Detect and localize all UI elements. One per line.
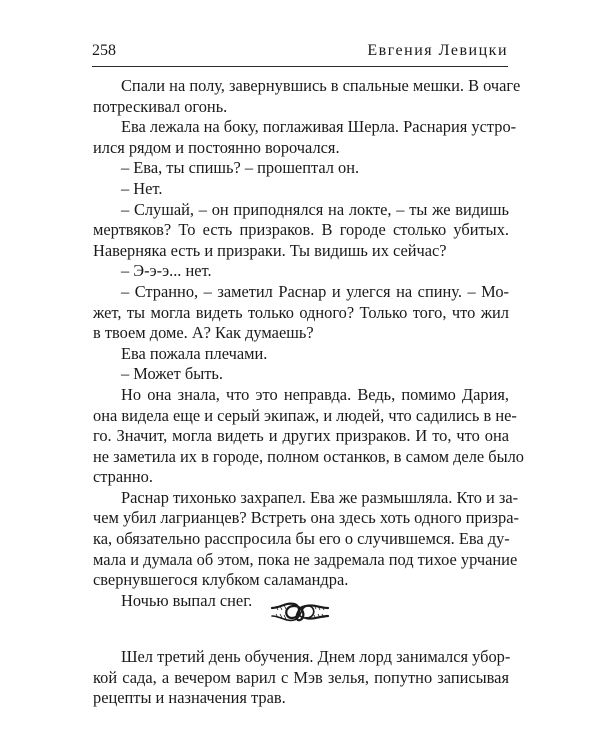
paragraph-line: Раснар тихонько захрапел. Ева же размышляла. Кто и за- xyxy=(121,487,519,507)
rope-knot-icon xyxy=(270,594,330,630)
paragraph-line: – Может быть. xyxy=(121,364,223,384)
paragraph-line: – Слушай, – он приподнялся на локте, – ты же видишь xyxy=(121,199,509,219)
paragraph-line: Спали на полу, завернувшись в спальные мешки. В очаге xyxy=(121,76,521,95)
paragraph-line: – Ева, ты спишь? – прошептал он. xyxy=(121,158,360,178)
paragraph-line: ился рядом и постоянно ворочался. xyxy=(93,137,340,157)
paragraph-line: рецепты и назначения трав. xyxy=(93,688,286,708)
paragraph-line: – Нет. xyxy=(121,178,163,198)
paragraph-line: Ева пожала плечами. xyxy=(121,343,268,363)
paragraph-line: го. Значит, могла видеть и других призраков. И то, что она xyxy=(93,426,509,446)
paragraph-line: не заметила их в городе, полном останков, в самом деле было xyxy=(93,446,524,466)
paragraph-line: мертвяков? То есть призраков. В городе столько убитых. xyxy=(93,220,509,240)
body-text-continued xyxy=(93,647,509,709)
paragraph-line: Но она знала, что это неправда. Ведь, помимо Дария, xyxy=(121,384,509,404)
paragraph-line: странно. xyxy=(93,467,153,487)
paragraph-line: мала и думала об этом, пока не задремала под тихое урчание xyxy=(93,549,518,569)
paragraph-line: ка, обязательно расспросила бы его о случившемся. Ева ду- xyxy=(93,529,510,549)
paragraph-line: Наверняка есть и призраки. Ты видишь их сейчас? xyxy=(93,240,447,260)
paragraph-line: Шел третий день обучения. Днем лорд занимался убор- xyxy=(121,647,511,666)
paragraph-line: свернувшегося клубком саламандра. xyxy=(93,570,349,590)
section-divider xyxy=(270,594,330,630)
paragraph-line: потрескивал огонь. xyxy=(93,96,228,116)
paragraph-line: она видела еще и серый экипаж, и людей, что садились в не- xyxy=(93,405,517,425)
paragraph-line: Ева лежала на боку, поглаживая Шерла. Раснария устро- xyxy=(121,117,517,137)
paragraph-line: жет, ты могла видеть только одного? Только того, что жил xyxy=(93,302,509,322)
author-name: Евгения Левицки xyxy=(367,42,508,59)
running-header xyxy=(92,40,508,67)
paragraph-line: в твоем доме. А? Как думаешь? xyxy=(93,323,314,343)
paragraph-line: чем убил лагрианцев? Встреть она здесь хоть одного призра- xyxy=(93,508,519,528)
paragraph-line: кой сада, а вечером варил с Мэв зелья, попутно записывая xyxy=(93,667,509,687)
body-text xyxy=(93,76,524,611)
page-number: 258 xyxy=(92,42,116,59)
paragraph-line: Ночью выпал снег. xyxy=(121,590,253,610)
paragraph-line: – Э-э-э... нет. xyxy=(121,261,212,281)
paragraph-line: – Странно, – заметил Раснар и улегся на спину. – Мо- xyxy=(121,281,509,301)
